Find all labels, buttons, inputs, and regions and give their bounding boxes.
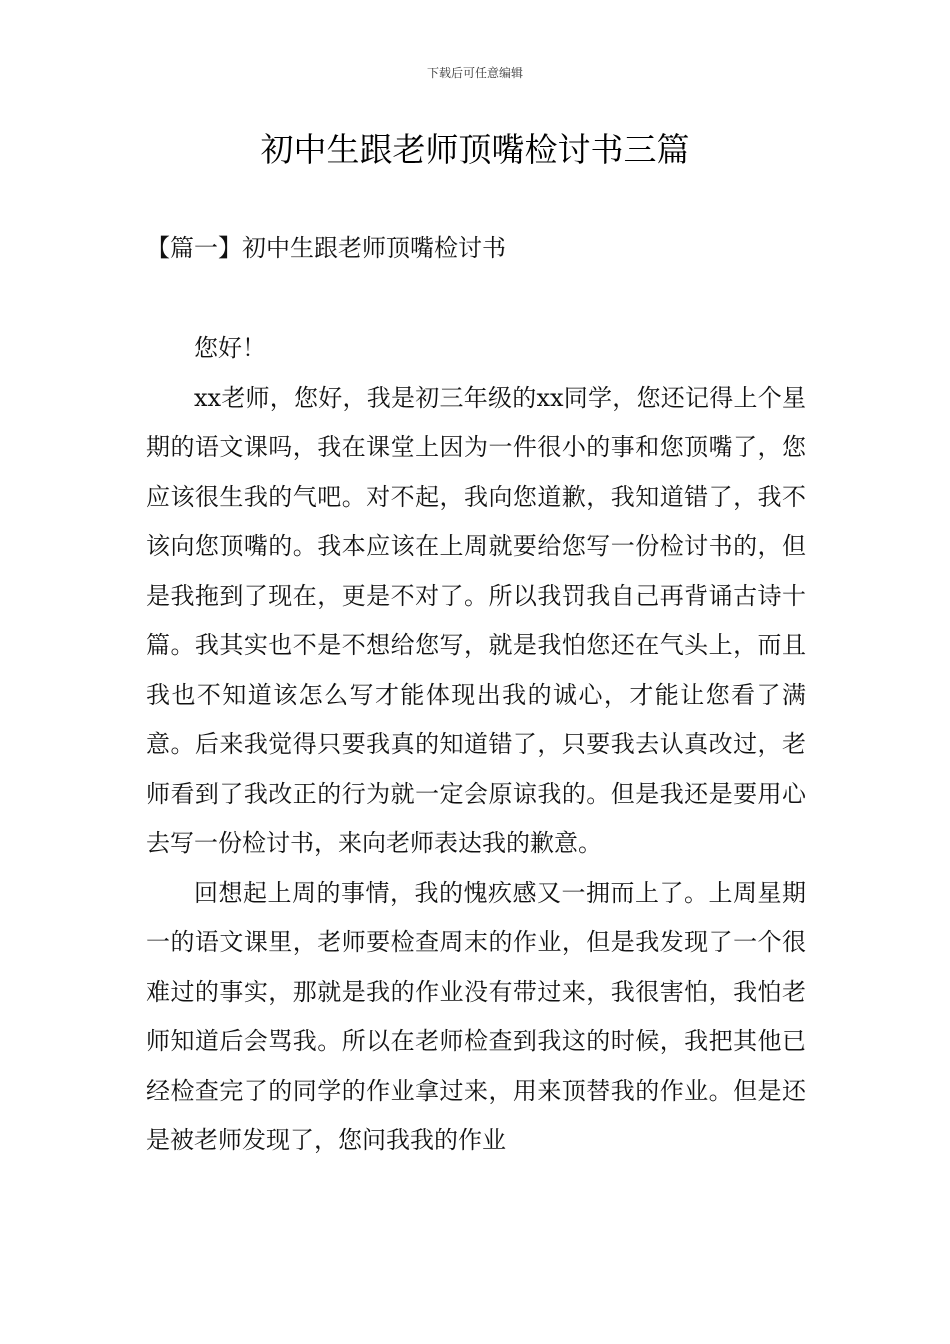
paragraph-2: 回想起上周的事情，我的愧疚感又一拥而上了。上周星期一的语文课里，老师要检查周末的作业，但是我发现了一个很难过的事实，那就是我的作业没有带过来，我很害怕，我怕老师知道后会骂我。所以在老师检查到我这的时候，我把其他已经检查完了的同学的作业拿过来，用来顶替我的作业。但是还是被老师发现了，您问我我的作业: [146, 878, 806, 1154]
page-header-note: 下载后可任意编辑: [426, 66, 523, 80]
greeting: 您好！: [194, 334, 266, 362]
document-title: 初中生跟老师顶嘴检讨书三篇: [260, 130, 690, 169]
section-heading: 【篇一】初中生跟老师顶嘴检讨书: [146, 234, 506, 262]
document-body: [146, 324, 806, 1166]
paragraph-1: xx老师，您好，我是初三年级的xx同学，您还记得上个星期的语文课吗，我在课堂上因为一件很小的事和您顶嘴了，您应该很生我的气吧。对不起，我向您道歉，我知道错了，我不该向您顶嘴的。我本应该在上周就要给您写一份检讨书的，但是我拖到了现在，更是不对了。所以我罚我自己再背诵古诗十篇。我其实也不是不想给您写，就是我怕您还在气头上，而且我也不知道该怎么写才能体现出我的诚心，才能让您看了满意。后来我觉得只要我真的知道错了，只要我去认真改过，老师看到了我改正的行为就一定会原谅我的。但是我还是要用心去写一份检讨书，来向老师表达我的歉意。: [146, 383, 806, 857]
